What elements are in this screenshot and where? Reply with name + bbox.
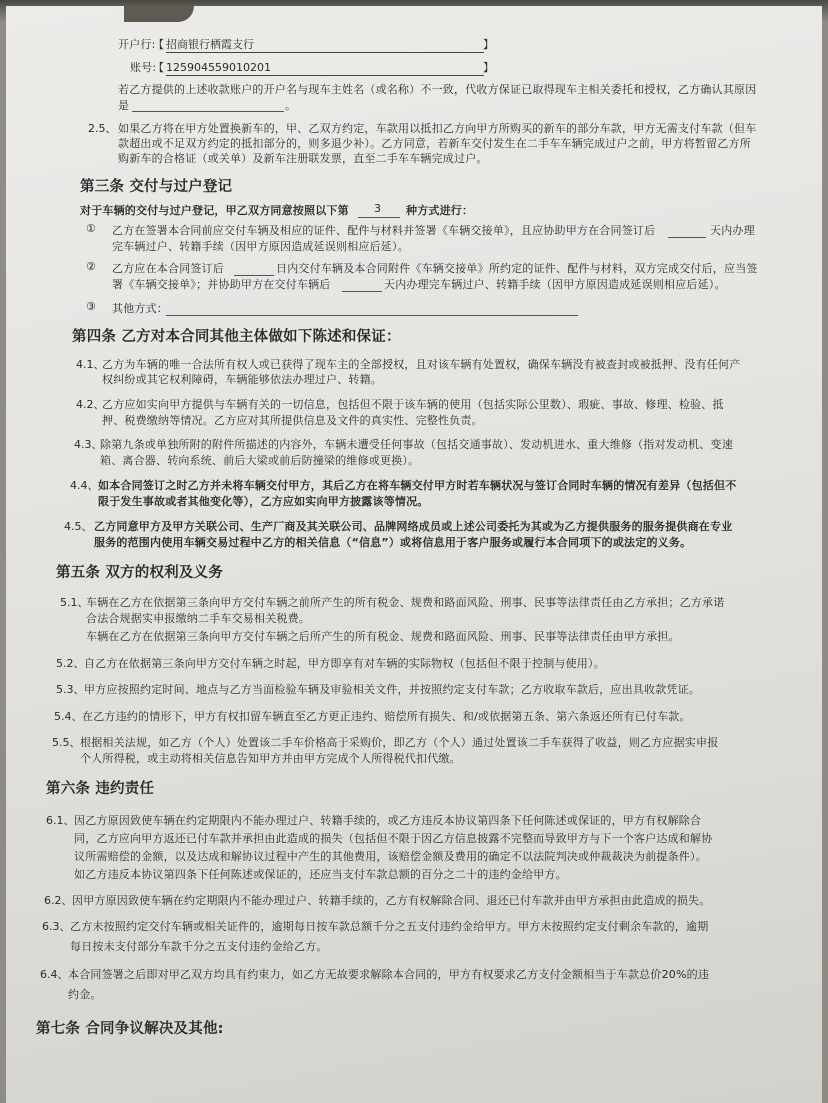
clause-5-1-number: 5.1、 [60, 596, 89, 609]
article-3-choice-blank [358, 216, 400, 218]
clause-5-2-line-1: 自乙方在依据第三条向甲方交付车辆之时起，甲方即享有对车辆的实际物权（包括但不限于控制与使用）。 [84, 657, 605, 670]
clause-6-2-number: 6.2、 [44, 894, 73, 907]
account-note-end: 。 [285, 99, 297, 112]
option-1-line-1: 乙方在签署本合同前应交付车辆及相应的证件、配件与材料并签署《车辆交接单》，且应协助甲方在合同签订后 [112, 224, 656, 237]
clause-5-5-number: 5.5、 [52, 736, 81, 749]
clause-6-1-line-3: 议所需赔偿的金额，以及达成和解协议过程中产生的其他费用，该赔偿金额及费用的确定不以法院判决或仲裁裁决为前提条件）。 [74, 850, 707, 863]
clause-4-5-line-2: 服务的范围内使用车辆交易过程中乙方的相关信息（“信息”）或将信息用于客户服务或履行本合同项下的或法定的义务。 [94, 536, 692, 549]
account-number-label: 账号: [130, 61, 157, 74]
account-note-line-1: 若乙方提供的上述收款账户的开户名与现车主姓名（或名称）不一致，代收方保证已取得现车主相关委托和授权，乙方确认其原因 [118, 83, 757, 96]
clause-2-5-line-2: 款超出或不足双方约定的抵扣部分的，则多退少补）。乙方同意，若新车交付发生在二手车车辆完成过户之前，甲方将暂留乙方所 [118, 137, 751, 150]
clause-4-1-line-1: 乙方为车辆的唯一合法所有权人或已获得了现车主的全部授权，且对该车辆有处置权，确保车辆没有被查封或被抵押、没有任何产 [102, 358, 741, 371]
clause-6-3-number: 6.3、 [42, 920, 71, 933]
clause-6-3-line-1: 乙方未按照约定交付车辆或相关证件的，逾期每日按车款总额千分之五支付违约金给甲方。甲方未按照约定支付剩余车款的，逾期 [70, 920, 709, 933]
option-2-line-1b: 日内交付车辆及本合同附件《车辆交接单》所约定的证件、配件与材料，双方完成交付后，应当签 [276, 262, 758, 275]
clause-4-5-line-1: 乙方同意甲方及甲方关联公司、生产厂商及其关联公司、品牌网络成员或上述公司委托为其或为乙方提供服务的服务提供商在专业 [94, 520, 733, 533]
article-3-title: 第三条 交付与过户登记 [80, 179, 233, 195]
option-1-days-blank [668, 236, 706, 238]
article-7-title: 第七条 合同争议解决及其他: [36, 1021, 224, 1037]
contract-page [6, 6, 822, 1103]
account-note-blank [132, 110, 284, 112]
option-1-line-2: 完车辆过户、转籍手续（因甲方原因造成延误则相应后延）。 [112, 240, 409, 253]
option-2-mark: ② [86, 260, 96, 273]
article-3-choice: 3 [374, 202, 382, 215]
clause-4-1-number: 4.1、 [76, 358, 105, 371]
clause-5-5-line-1: 根据相关法规，如乙方（个人）处置该二手车价格高于采购价，即乙方（个人）通过处置该二手车获得了收益，则乙方应据实申报 [80, 736, 719, 749]
bracket-close: 】 [483, 38, 495, 51]
clause-4-3-line-1: 除第九条或单独所附的附件所描述的内容外，车辆未遭受任何事故（包括交通事故）、发动机进水、重大维修（指对发动机、变速 [100, 438, 733, 451]
clause-6-3-line-2: 每日按未支付部分车款千分之五支付违约金给乙方。 [70, 940, 328, 953]
bank-label: 开户行: [118, 38, 156, 51]
clause-4-2-line-1: 乙方应如实向甲方提供与车辆有关的一切信息，包括但不限于该车辆的使用（包括实际公里数）、瑕疵、事故、修理、检验、抵 [102, 398, 724, 411]
clause-4-4-number: 4.4、 [70, 479, 99, 492]
clause-5-1-line-3: 车辆在乙方在依据第三条向甲方交付车辆之后所产生的所有税金、规费和路面风险、刑事、民事等法律责任由甲方承担。 [86, 630, 680, 643]
clause-2-5-line-3: 购新车的合格证（或关单）及新车注册联发票，直至二手车车辆完成过户。 [118, 152, 488, 165]
clause-6-4-number: 6.4、 [40, 968, 69, 981]
article-6-title: 第六条 违约责任 [46, 781, 155, 797]
clause-4-1-line-2: 权纠纷或其它权利障碍，车辆能够依法办理过户、转籍。 [102, 373, 382, 386]
clause-6-1-line-2: 同，乙方应向甲方返还已付车款并承担由此造成的损失（包括但不限于因乙方信息披露不完整而导致甲方与下一个客户达成和解协 [74, 832, 713, 845]
account-number-value: 125904559010201 [166, 61, 484, 76]
folded-corner [124, 6, 194, 22]
clause-2-5-line-1: 如果乙方将在甲方处置换新车的，甲、乙双方约定，车款用以抵扣乙方向甲方所购买的新车的部分车款，甲方无需支付车款（但车 [118, 122, 757, 135]
article-3-intro: 对于车辆的交付与过户登记，甲乙双方同意按照以下第 [80, 204, 349, 217]
article-3-intro-end: 种方式进行： [406, 204, 474, 217]
clause-6-1-line-4: 如乙方违反本协议第四条下任何陈述或保证的，还应当支付车款总额的百分之二十的违约金给甲方。 [74, 868, 567, 881]
clause-6-4-line-1: 本合同签署之后即对甲乙双方均具有约束力，如乙方无故要求解除本合同的，甲方有权要求乙方支付金额相当于车款总价20%的违 [68, 968, 710, 981]
clause-5-2-number: 5.2、 [56, 657, 85, 670]
clause-6-1-number: 6.1、 [46, 814, 75, 827]
option-2-line-1a: 乙方应在本合同签订后 [112, 262, 224, 275]
bank-value: 招商银行栖霞支行 [166, 38, 484, 53]
clause-2-5-number: 2.5、 [88, 122, 117, 135]
article-4-title: 第四条 乙方对本合同其他主体做如下陈述和保证： [72, 329, 401, 345]
clause-5-4-number: 5.4、 [54, 710, 83, 723]
bracket-open-2: 【 [153, 61, 165, 74]
clause-4-3-number: 4.3、 [74, 438, 103, 451]
option-2-days-blank-1 [234, 274, 274, 276]
clause-5-1-line-2: 合法合规据实申报缴纳二手车交易相关税费。 [86, 612, 310, 625]
bracket-open: 【 [153, 38, 165, 51]
option-2-line-2a: 署《车辆交接单》；并协助甲方在交付车辆后 [112, 278, 331, 291]
article-5-title: 第五条 双方的权利及义务 [56, 565, 223, 581]
clause-5-4-line-1: 在乙方违约的情形下，甲方有权扣留车辆直至乙方更正违约、赔偿所有损失、和/或依据第五条、第六条返还所有已付车款。 [82, 710, 691, 723]
clause-4-5-number: 4.5、 [64, 520, 93, 533]
option-1-mark: ① [86, 222, 96, 235]
option-3-label: 其他方式： [112, 302, 168, 315]
clause-4-2-line-2: 押、税费缴纳等情况。乙方应对其所提供信息及文件的真实性、完整性负责。 [102, 414, 483, 427]
option-2-line-2b: 天内办理完车辆过户、转籍手续（因甲方原因造成延误则相应后延）。 [384, 278, 726, 291]
clause-6-1-line-1: 因乙方原因致使车辆在约定期限内不能办理过户、转籍手续的，或乙方违反本协议第四条下任何陈述或保证的，甲方有权解除合 [74, 814, 702, 827]
clause-6-4-line-2: 约金。 [68, 988, 102, 1001]
bracket-close-2: 】 [483, 61, 495, 74]
clause-5-3-number: 5.3、 [56, 683, 85, 696]
option-3-blank [166, 314, 578, 316]
clause-6-2-line-1: 因甲方原因致使车辆在约定期限内不能办理过户、转籍手续的，乙方有权解除合同、退还已付车款并由甲方承担由此造成的损失。 [72, 894, 711, 907]
clause-4-2-number: 4.2、 [76, 398, 105, 411]
option-2-days-blank-2 [342, 290, 382, 292]
clause-4-4-line-1: 如本合同签订之时乙方并未将车辆交付甲方，其后乙方在将车辆交付甲方时若车辆状况与签订合同时车辆的情况有差异（包括但不 [98, 479, 737, 492]
option-3-mark: ③ [86, 300, 96, 313]
clause-5-1-line-1: 车辆在乙方在依据第三条向甲方交付车辆之前所产生的所有税金、规费和路面风险、刑事、民事等法律责任由乙方承担；乙方承诺 [86, 596, 725, 609]
account-note-line-2: 是 [118, 99, 130, 112]
option-1-line-1-end: 天内办理 [710, 224, 755, 237]
clause-5-3-line-1: 甲方应按照约定时间、地点与乙方当面检验车辆及审验相关文件，并按照约定支付车款；乙方收取车款后，应出具收款凭证。 [84, 683, 700, 696]
clause-4-4-line-2: 限于发生事故或者其他变化等），乙方应如实向甲方披露该等情况。 [98, 495, 429, 508]
clause-4-3-line-2: 箱、离合器、转向系统、前后大梁或前后防撞梁的维修或更换）。 [100, 454, 420, 467]
clause-5-5-line-2: 个人所得税，或主动将相关信息告知甲方并由甲方完成个人所得税代扣代缴。 [80, 752, 461, 765]
